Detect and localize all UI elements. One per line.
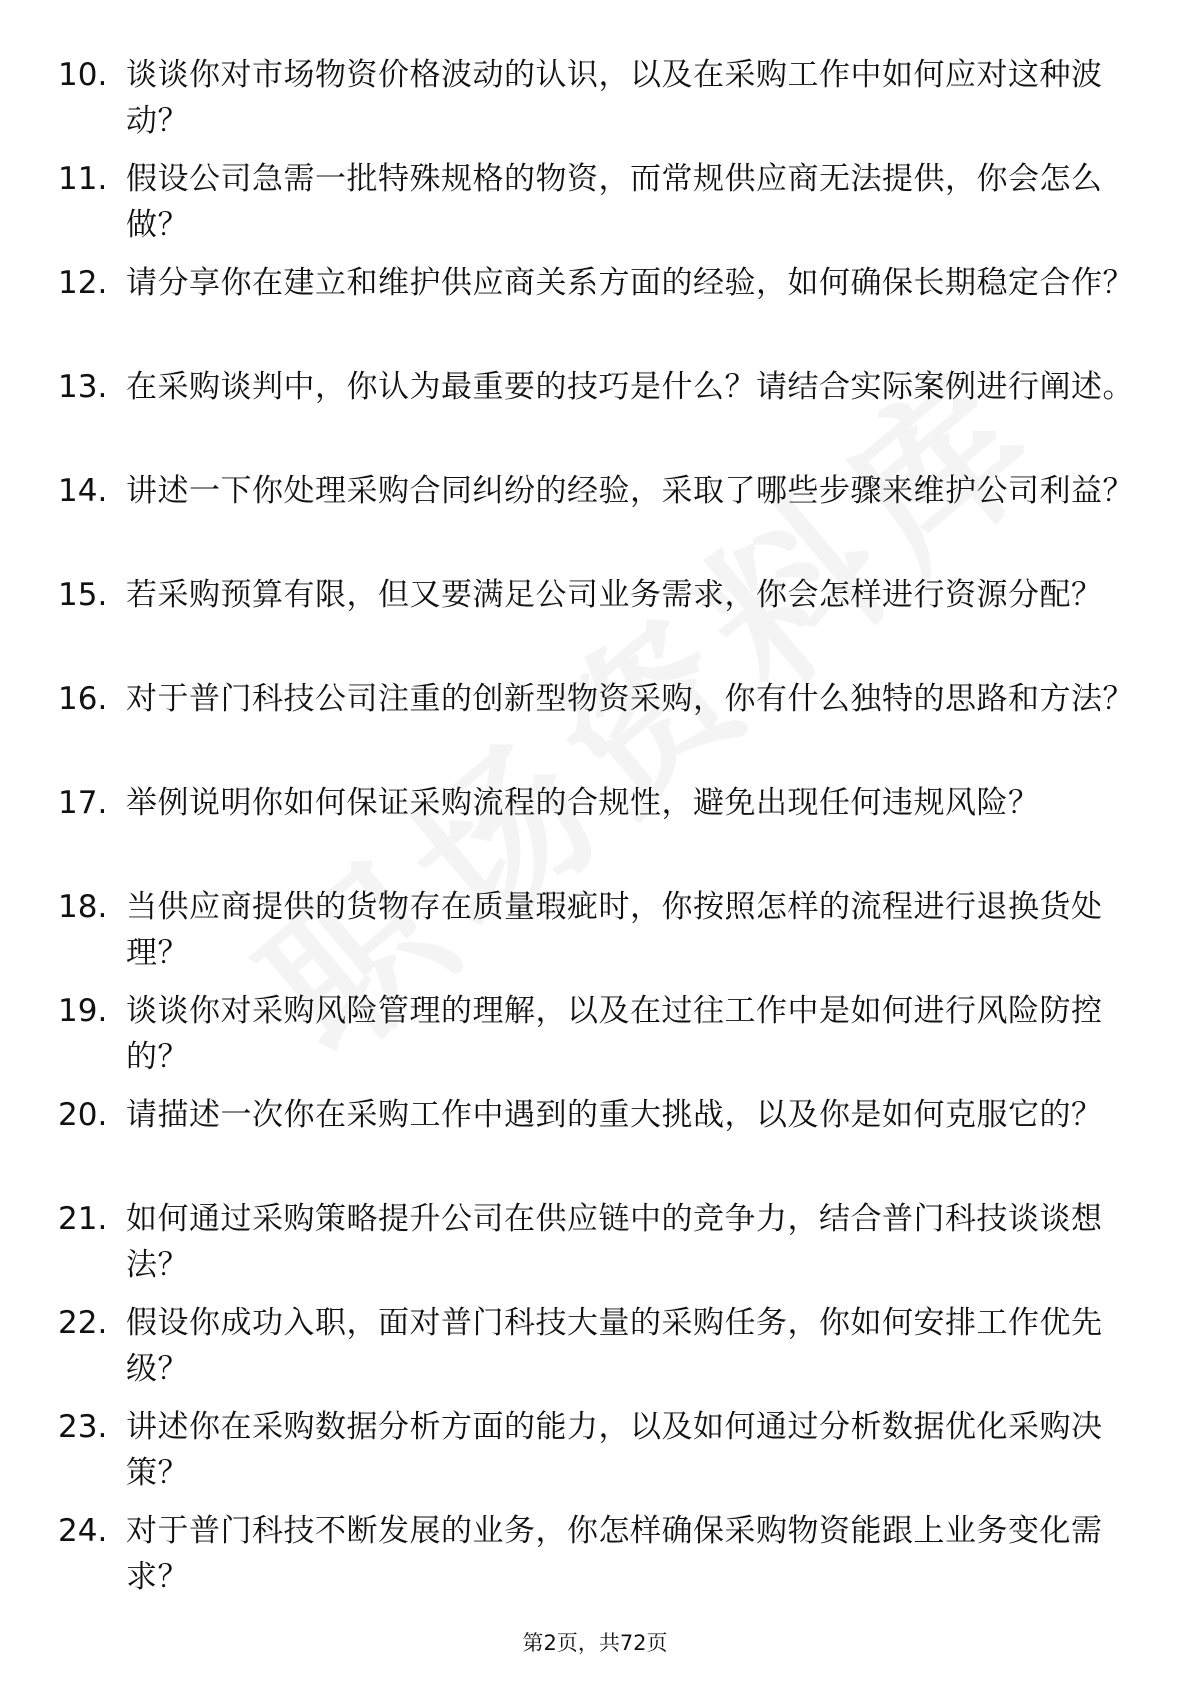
question-number: 19. [58, 993, 108, 1029]
question-number: 20. [58, 1097, 108, 1133]
page-footer [0, 1628, 1190, 1658]
question-text: 谈谈你对采购风险管理的理解，以及在过往工作中是如何进行风险防控的？ [126, 993, 1103, 1075]
page-number-label: 第2页，共72页 [522, 1631, 668, 1655]
question-text: 请分享你在建立和维护供应商关系方面的经验，如何确保长期稳定合作？ [126, 265, 1134, 301]
question-text: 请描述一次你在采购工作中遇到的重大挑战，以及你是如何克服它的？ [126, 1097, 1103, 1133]
question-number: 15. [58, 577, 108, 613]
question-text: 对于普门科技公司注重的创新型物资采购，你有什么独特的思路和方法？ [126, 681, 1134, 717]
question-number: 23. [58, 1409, 108, 1445]
question-item [58, 988, 1138, 1092]
question-number: 16. [58, 681, 108, 717]
question-text: 若采购预算有限，但又要满足公司业务需求，你会怎样进行资源分配？ [126, 577, 1103, 613]
question-text: 讲述你在采购数据分析方面的能力，以及如何通过分析数据优化采购决策？ [126, 1409, 1103, 1491]
question-item [58, 468, 1138, 572]
question-number: 17. [58, 785, 108, 821]
question-text: 举例说明你如何保证采购流程的合规性，避免出现任何违规风险？ [126, 785, 1040, 821]
question-item [58, 676, 1138, 780]
question-text: 对于普门科技不断发展的业务，你怎样确保采购物资能跟上业务变化需求？ [126, 1513, 1103, 1595]
question-number: 22. [58, 1305, 108, 1341]
question-item [58, 260, 1138, 364]
question-item [58, 572, 1138, 676]
question-item [58, 364, 1138, 468]
question-number: 10. [58, 57, 108, 93]
question-item [58, 884, 1138, 988]
question-item [58, 1300, 1138, 1404]
question-text: 假设公司急需一批特殊规格的物资，而常规供应商无法提供，你会怎么做？ [126, 161, 1103, 243]
question-number: 18. [58, 889, 108, 925]
question-item [58, 1092, 1138, 1196]
question-number: 21. [58, 1201, 108, 1237]
question-number: 11. [58, 161, 108, 197]
question-list [58, 52, 1138, 1612]
question-number: 13. [58, 369, 108, 405]
question-text: 在采购谈判中，你认为最重要的技巧是什么？请结合实际案例进行阐述。 [126, 369, 1134, 405]
question-text: 当供应商提供的货物存在质量瑕疵时，你按照怎样的流程进行退换货处理？ [126, 889, 1103, 971]
question-item [58, 156, 1138, 260]
question-number: 14. [58, 473, 108, 509]
question-text: 讲述一下你处理采购合同纠纷的经验，采取了哪些步骤来维护公司利益？ [126, 473, 1134, 509]
question-item [58, 1404, 1138, 1508]
question-item [58, 1508, 1138, 1612]
question-text: 如何通过采购策略提升公司在供应链中的竞争力，结合普门科技谈谈想法？ [126, 1201, 1103, 1283]
question-number: 12. [58, 265, 108, 301]
question-item [58, 52, 1138, 156]
question-number: 24. [58, 1513, 108, 1549]
question-text: 谈谈你对市场物资价格波动的认识，以及在采购工作中如何应对这种波动？ [126, 57, 1103, 139]
question-text: 假设你成功入职，面对普门科技大量的采购任务，你如何安排工作优先级？ [126, 1305, 1103, 1387]
question-item [58, 1196, 1138, 1300]
question-item [58, 780, 1138, 884]
